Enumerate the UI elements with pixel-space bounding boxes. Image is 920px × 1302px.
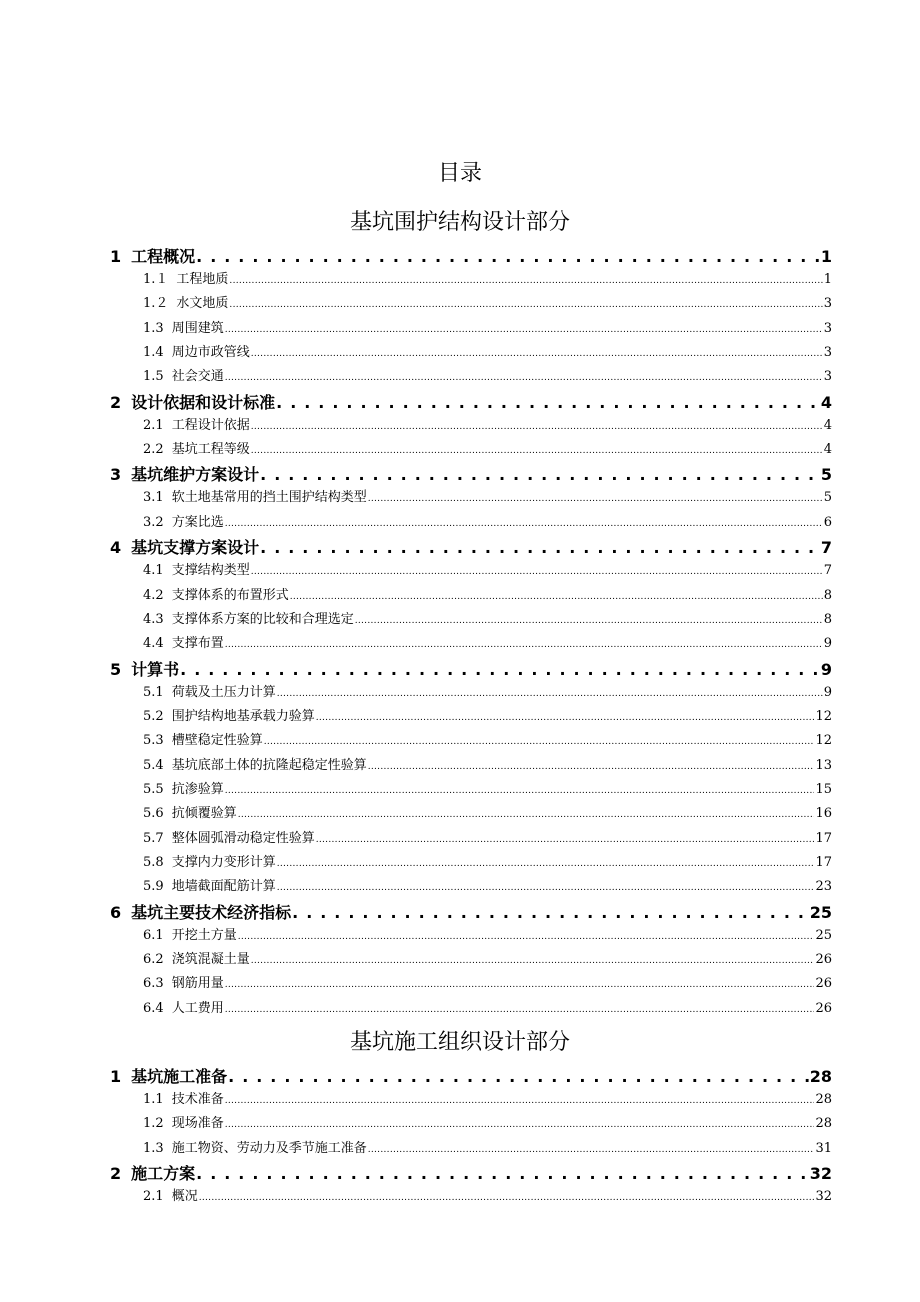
toc-subsection-entry[interactable] [143,632,832,652]
dot-leader [260,465,820,484]
entry-page-number: 26 [815,1000,832,1016]
entry-page-number: 3 [823,369,832,385]
entry-page-number: 9 [820,659,832,679]
dot-leader [228,1067,809,1086]
dot-leader [225,782,815,797]
toc-subsection-entry[interactable] [143,317,832,337]
entry-number: 2 [110,1164,122,1184]
dot-leader [180,660,820,679]
toc-subsection-entry[interactable] [143,341,832,361]
entry-title: 支撑内力变形计算 [171,855,276,870]
entry-page-number: 6 [823,514,832,530]
dot-leader [290,588,823,603]
entry-page-number: 26 [815,952,832,968]
entry-title: 抗渗验算 [171,781,224,797]
entry-title: 施工方案 [131,1164,196,1184]
toc-subsection-entry[interactable] [143,584,832,604]
entry-number: 1 [110,247,122,266]
entry-title: 荷载及土压力计算 [171,684,276,700]
toc-subsection-entry[interactable] [143,292,832,312]
dot-leader [196,247,820,266]
entry-title: 地墙截面配筋计算 [171,879,276,895]
entry-number: 5.6 [143,806,164,822]
entry-page-number: 1 [820,247,832,266]
entry-number: 6.3 [143,976,164,992]
dot-leader [276,393,820,412]
entry-title: 基坑主要技术经济指标 [131,902,292,922]
dot-leader [251,345,823,360]
entry-number: 6.2 [143,952,164,968]
toc-subsection-entry[interactable] [143,827,832,847]
entry-number: 5.9 [143,879,164,895]
entry-title: 基坑维护方案设计 [131,465,260,485]
page-title: 目录 [437,161,482,186]
entry-page-number: 12 [815,733,832,749]
toc-subsection-entry[interactable] [143,1185,832,1205]
dot-leader [292,903,809,922]
entry-title: 技术准备 [171,1092,224,1107]
dot-leader [225,1092,815,1107]
toc-subsection-entry[interactable] [143,1137,832,1157]
entry-page-number: 28 [815,1116,832,1132]
dot-leader [199,1189,815,1204]
dot-leader [355,612,823,627]
toc-chapter-entry[interactable] [110,244,832,268]
entry-number: 1.3 [143,320,164,336]
entry-page-number: 7 [823,563,832,579]
toc-subsection-entry[interactable] [143,559,832,579]
entry-number: 2.1 [143,1189,164,1205]
entry-number: 3 [110,465,122,485]
dot-leader [316,709,815,724]
entry-number: 1.1 [143,1092,164,1107]
entry-number: 5.5 [143,781,164,797]
entry-number: 4.3 [143,611,164,627]
entry-number: 4 [110,538,122,558]
entry-page-number: 25 [815,927,832,943]
entry-title: 设计依据和设计标准 [131,392,276,412]
entry-page-number: 5 [823,490,832,506]
entry-title: 整体圆弧滑动稳定性验算 [171,830,315,846]
entry-number: 6.1 [143,927,164,943]
dot-leader [196,1164,809,1183]
entry-title: 概况 [171,1189,198,1205]
entry-title: 软土地基常用的挡土围护结构类型 [171,490,367,506]
dot-leader [316,831,815,846]
entry-number: 5 [110,659,122,679]
entry-number: 6 [110,902,122,922]
toc-subsection-entry[interactable] [143,438,832,458]
entry-page-number: 8 [823,587,832,603]
entry-title: 社会交通 [171,369,224,385]
entry-page-number: 3 [823,345,832,361]
entry-page-number: 23 [815,879,832,895]
entry-page-number: 31 [815,1140,832,1156]
entry-number: 5.3 [143,733,164,749]
entry-number: 4.2 [143,587,164,603]
dot-leader [225,1001,815,1016]
entry-title: 浇筑混凝土量 [171,952,250,968]
entry-title: 支撑布置 [171,636,224,652]
entry-number: 1.2 [143,1116,164,1132]
entry-page-number: 15 [815,781,832,797]
dot-leader [238,806,815,821]
entry-title: 人工费用 [171,1000,224,1016]
entry-page-number: 3 [823,320,832,336]
entry-page-number: 17 [815,855,832,870]
entry-number: 1.3 [143,1140,164,1156]
entry-page-number: 4 [823,417,832,433]
dot-leader [238,928,815,943]
entry-title: 开挖土方量 [171,927,237,943]
entry-number: 2.1 [143,417,164,433]
dot-leader [264,733,815,748]
toc-subsection-entry[interactable] [143,681,832,701]
entry-page-number: 9 [823,684,832,700]
dot-leader [277,879,815,894]
toc-subsection-entry[interactable] [143,365,832,385]
entry-page-number: 17 [815,830,832,846]
entry-page-number: 32 [809,1164,832,1184]
toc-subsection-entry[interactable] [143,754,832,774]
entry-title: 计算书 [131,659,180,679]
entry-title: 施工物资、劳动力及季节施工准备 [171,1140,367,1156]
dot-leader [251,418,823,433]
toc-chapter-entry[interactable] [110,657,832,681]
toc-subsection-entry[interactable] [143,778,832,798]
entry-title: 支撑结构类型 [171,563,250,579]
toc-subsection-entry[interactable] [143,948,832,968]
entry-page-number: 28 [815,1092,832,1107]
toc-subsection-entry[interactable] [143,729,832,749]
entry-title: 周围建筑 [171,320,224,336]
entry-title: 钢筋用量 [171,976,224,992]
entry-title: 水文地质 [176,296,229,312]
toc-chapter-entry[interactable] [110,1161,832,1185]
entry-title: 工程概况 [131,247,196,266]
entry-title: 支撑体系方案的比较和合理选定 [171,611,354,627]
section-heading: 基坑围护结构设计部分 [349,210,570,235]
entry-title: 支撑体系的布置形式 [171,587,289,603]
entry-number: 1 [110,1067,122,1086]
toc-subsection-entry[interactable] [143,608,832,628]
dot-leader [251,952,815,967]
entry-title: 围护结构地基承载力验算 [171,708,315,724]
dot-leader [368,1141,815,1156]
entry-page-number: 26 [815,976,832,992]
entry-number: 3.1 [143,490,164,506]
entry-number: 4.4 [143,636,164,652]
dot-leader [225,1116,815,1131]
toc-subsection-entry[interactable] [143,414,832,434]
toc-subsection-entry[interactable] [143,511,832,531]
entry-title: 槽壁稳定性验算 [171,733,263,749]
toc-subsection-entry[interactable] [143,1112,832,1132]
toc-chapter-entry[interactable] [110,390,832,414]
dot-leader [225,636,823,651]
dot-leader [277,685,823,700]
entry-page-number: 1 [823,272,832,287]
entry-title: 现场准备 [171,1116,224,1132]
entry-number: 5.7 [143,830,164,846]
toc-subsection-entry[interactable] [143,924,832,944]
entry-title: 基坑支撑方案设计 [131,538,260,558]
toc-chapter-entry[interactable] [110,1064,832,1088]
dot-leader [251,563,823,578]
toc-subsection-entry[interactable] [143,997,832,1017]
entry-page-number: 13 [815,757,832,773]
entry-page-number: 8 [823,611,832,627]
entry-title: 抗倾覆验算 [171,806,237,822]
toc-chapter-entry[interactable] [110,462,832,486]
entry-page-number: 5 [820,465,832,485]
entry-page-number: 7 [820,538,832,558]
toc-chapter-entry[interactable] [110,900,832,924]
toc-subsection-entry[interactable] [143,1088,832,1108]
toc-subsection-entry[interactable] [143,972,832,992]
toc-subsection-entry[interactable] [143,875,832,895]
dot-leader [229,272,822,287]
entry-number: 6.4 [143,1000,164,1016]
entry-title: 基坑工程等级 [171,442,250,458]
dot-leader [225,976,815,991]
entry-number: 2 [110,392,122,412]
toc-subsection-entry[interactable] [143,268,832,288]
dot-leader [277,855,815,870]
entry-title: 方案比选 [171,514,224,530]
toc-subsection-entry[interactable] [143,802,832,822]
entry-number: 5.1 [143,684,164,700]
entry-page-number: 12 [815,708,832,724]
toc-chapter-entry[interactable] [110,535,832,559]
entry-number: 4.1 [143,563,164,579]
entry-number: 5.4 [143,757,164,773]
entry-number: 5.8 [143,855,164,870]
entry-page-number: 9 [823,636,832,652]
toc-subsection-entry[interactable] [143,486,832,506]
entry-page-number: 3 [823,296,832,312]
entry-page-number: 28 [809,1067,832,1086]
dot-leader [229,296,822,311]
entry-number: 1.5 [143,369,164,385]
dot-leader [368,490,823,505]
entry-title: 基坑施工准备 [131,1067,228,1086]
dot-leader [225,321,823,336]
entry-page-number: 25 [809,902,832,922]
section-heading: 基坑施工组织设计部分 [349,1030,570,1055]
entry-number: 1.4 [143,345,164,361]
entry-page-number: 4 [820,392,832,412]
entry-title: 工程地质 [176,272,229,287]
dot-leader [225,515,823,530]
entry-title: 基坑底部土体的抗隆起稳定性验算 [171,757,367,773]
entry-number: 1.２ [143,296,169,312]
entry-number: 1.１ [143,272,169,287]
entry-number: 5.2 [143,708,164,724]
entry-number: 2.2 [143,442,164,458]
entry-page-number: 16 [815,806,832,822]
entry-title: 工程设计依据 [171,417,250,433]
dot-leader [225,369,823,384]
toc-subsection-entry[interactable] [143,851,832,871]
dot-leader [251,442,823,457]
entry-page-number: 32 [815,1189,832,1205]
entry-page-number: 4 [823,442,832,458]
entry-number: 3.2 [143,514,164,530]
toc-subsection-entry[interactable] [143,705,832,725]
dot-leader [260,538,820,557]
dot-leader [368,758,815,773]
entry-title: 周边市政管线 [171,345,250,361]
